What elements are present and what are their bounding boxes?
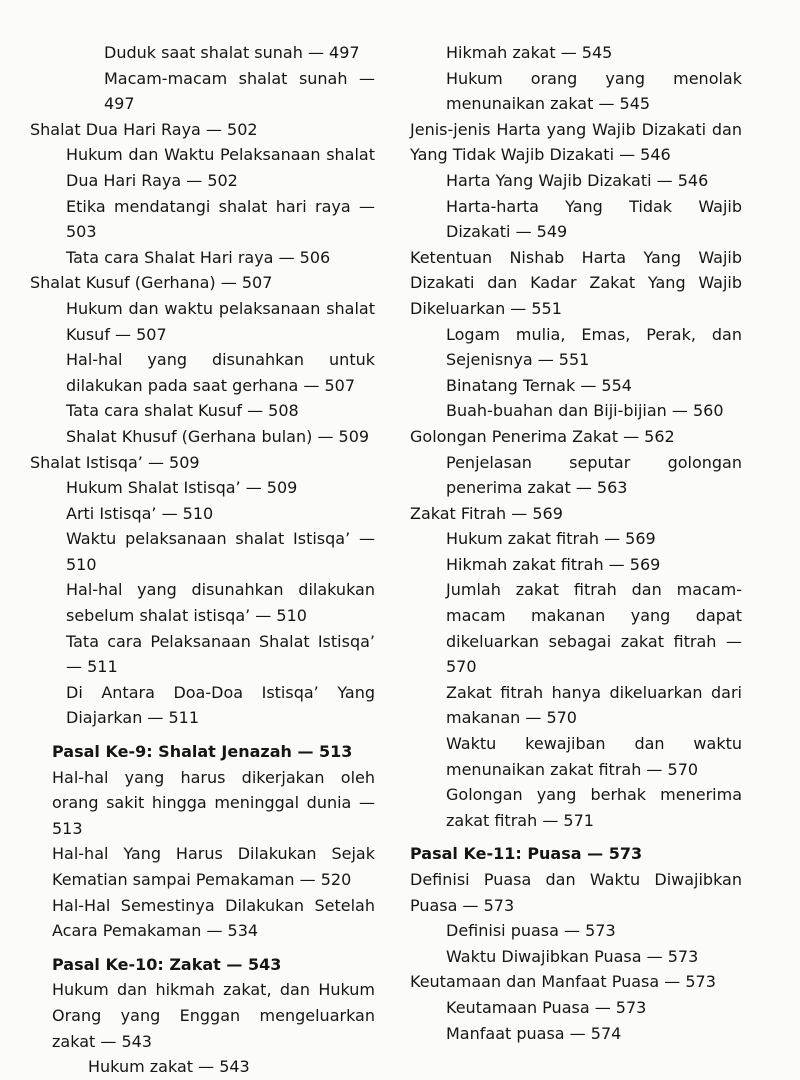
toc-left-column: [30, 40, 375, 1080]
toc-entry: Hikmah zakat — 545: [446, 43, 613, 62]
toc-entry: Arti Istisqa’ — 510: [66, 503, 214, 523]
toc-entry: Tata cara Pelaksanaan Shalat Istisqa’ — 511: [66, 631, 375, 677]
chapter-heading-9: Pasal Ke-9: Shalat Jenazah — 513: [52, 742, 353, 762]
toc-entry: Binatang Ternak — 554: [446, 375, 632, 395]
toc-right-part1: [410, 40, 742, 833]
toc-entry: Keutamaan dan Manfaat Puasa — 573: [410, 972, 716, 992]
toc-entry: Shalat Kusuf (Gerhana) — 507: [30, 273, 273, 293]
toc-entry: Hukum Shalat Istisqa’ — 509: [66, 478, 298, 498]
toc-entry: Hal-hal yang disunahkan dilakukan sebelum shalat istisqa’ — 510: [66, 580, 375, 626]
toc-entry: Hal-hal yang disunahkan untuk dilakukan pada saat gerhana — 507: [66, 350, 375, 395]
toc-entry: Hukum zakat — 543: [88, 1057, 250, 1077]
toc-entry: Etika mendatangi shalat hari raya — 503: [66, 196, 375, 242]
toc-entry: Tata cara shalat Kusuf — 508: [66, 401, 299, 421]
toc-entry: Buah-buahan dan Biji-bijian — 560: [446, 401, 724, 421]
toc-entry: Hal-hal yang harus dikerjakan oleh orang sakit hingga meninggal dunia — 513: [52, 767, 375, 838]
toc-entry: Harta Yang Wajib Dizakati — 546: [446, 170, 709, 190]
toc-entry: Waktu Diwajibkan Puasa — 573: [446, 946, 699, 966]
toc-right-part2: [410, 867, 742, 1046]
toc-entry: Hukum zakat fitrah — 569: [446, 529, 656, 549]
toc-entry: Di Antara Doa-Doa Istisqa’ Yang Diajarkan — 511: [66, 682, 375, 728]
toc-left-part3: [30, 977, 375, 1079]
toc-entry: Macam-macam shalat sunah — 497: [104, 68, 375, 114]
toc-entry: Hal-hal Yang Harus Dilakukan Sejak Kematian sampai Pemakaman — 520: [52, 844, 375, 889]
chapter-heading-10: Pasal Ke-10: Zakat — 543: [52, 954, 282, 974]
toc-entry: Ketentuan Nishab Harta Yang Wajib Dizakati dan Kadar Zakat Yang Wajib Dikeluarkan — 551: [410, 247, 742, 318]
toc-entry: Jenis-jenis Harta yang Wajib Dizakati dan Yang Tidak Wajib Dizakati — 546: [410, 119, 742, 165]
toc-entry: Duduk saat shalat sunah — 497: [104, 43, 360, 62]
toc-entry: Harta-harta Yang Tidak Wajib Dizakati — 549: [446, 196, 742, 242]
toc-entry: Jumlah zakat fitrah dan macam-macam makanan yang dapat dikeluarkan sebagai zakat fitrah — 570: [446, 580, 742, 677]
toc-entry: Waktu pelaksanaan shalat Istisqa’ — 510: [66, 529, 375, 574]
toc-entry: Golongan Penerima Zakat — 562: [410, 426, 675, 446]
toc-entry: Hukum dan hikmah zakat, dan Hukum Orang yang Enggan mengeluarkan zakat — 543: [52, 980, 375, 1051]
toc-entry: Zakat fitrah hanya dikeluarkan dari makanan — 570: [446, 682, 742, 728]
toc-entry: Definisi puasa — 573: [446, 921, 616, 941]
toc-entry: Penjelasan seputar golongan penerima zakat — 563: [446, 452, 742, 498]
toc-entry: Manfaat puasa — 574: [446, 1023, 622, 1043]
toc-entry: Golongan yang berhak menerima zakat fitrah — 571: [446, 785, 742, 830]
toc-entry: Keutamaan Puasa — 573: [446, 997, 647, 1017]
toc-entry: Hukum orang yang menolak menunaikan zakat — 545: [446, 68, 742, 114]
toc-entry: Hukum dan waktu pelaksanaan shalat Kusuf — 507: [66, 298, 375, 344]
toc-entry: Tata cara Shalat Hari raya — 506: [66, 247, 331, 267]
toc-entry: Shalat Dua Hari Raya — 502: [30, 119, 258, 139]
toc-left-part2: [30, 765, 375, 944]
toc-entry: Hukum dan Waktu Pelaksanaan shalat Dua Hari Raya — 502: [66, 145, 375, 190]
chapter-heading-11: Pasal Ke-11: Puasa — 573: [410, 844, 643, 864]
toc-entry: Waktu kewajiban dan waktu menunaikan zakat fitrah — 570: [446, 734, 742, 779]
toc-entry: Shalat Khusuf (Gerhana bulan) — 509: [66, 426, 370, 446]
toc-entry: Logam mulia, Emas, Perak, dan Sejenisnya — 551: [446, 324, 742, 370]
toc-left-part1: [30, 40, 375, 731]
toc-entry: Hal-Hal Semestinya Dilakukan Setelah Acara Pemakaman — 534: [52, 895, 375, 941]
toc-entry: Definisi Puasa dan Waktu Diwajibkan Puasa — 573: [410, 870, 742, 915]
toc-entry: Hikmah zakat fitrah — 569: [446, 554, 661, 574]
toc-entry: Zakat Fitrah — 569: [410, 503, 563, 523]
toc-right-column: [410, 40, 742, 1046]
toc-entry: Shalat Istisqa’ — 509: [30, 452, 200, 472]
